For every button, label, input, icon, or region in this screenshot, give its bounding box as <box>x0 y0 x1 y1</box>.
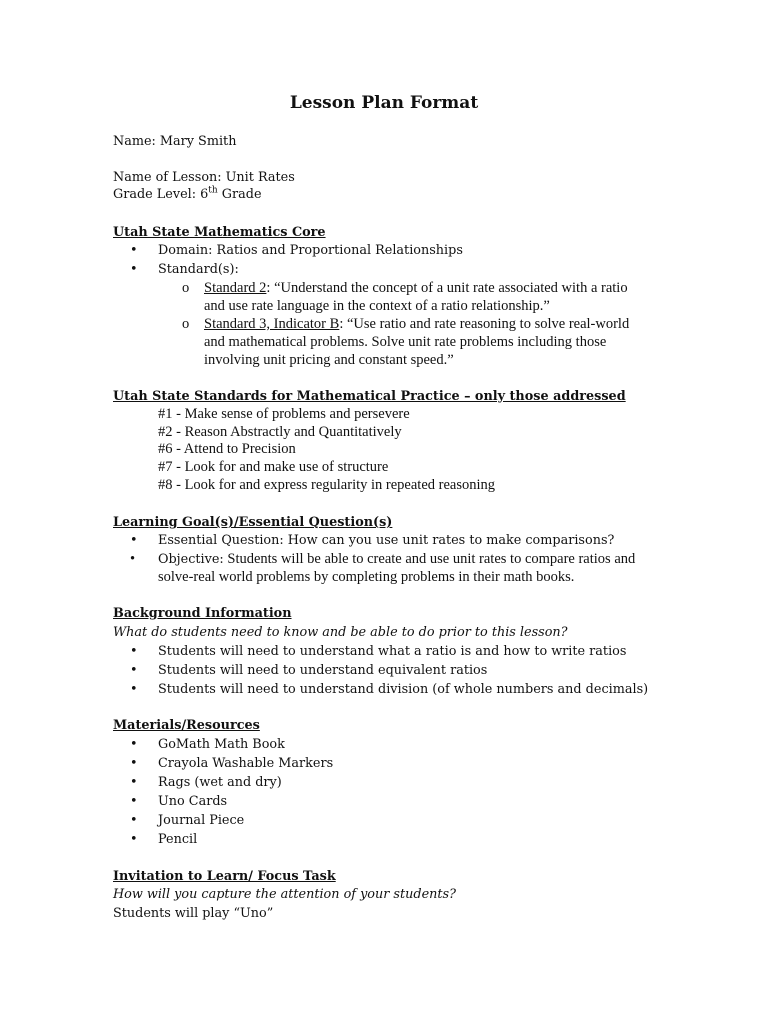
practice-item: #2 - Reason Abstractly and Quantitatively <box>158 424 402 440</box>
page-title: Lesson Plan Format <box>289 93 479 113</box>
std3-line: and mathematical problems. Solve unit rate problems including those <box>204 334 607 350</box>
item-text: Rags (wet and dry) <box>158 775 282 790</box>
item-text: Journal Piece <box>158 813 245 828</box>
std3-label: Standard 3, Indicator B <box>204 316 340 332</box>
lesson-name: Name of Lesson: Unit Rates <box>113 170 295 185</box>
item-text: Crayola Washable Markers <box>158 756 334 771</box>
item-text: Students will need to understand division (of whole numbers and decimals) <box>158 682 649 697</box>
grade-prefix: Grade Level: 6 <box>113 187 209 202</box>
bullet-icon: • <box>130 756 138 771</box>
practice-heading: Utah State Standards for Mathematical Practice – only those addressed <box>113 389 626 404</box>
objective-line: Students will be able to create and use unit rates to compare ratios and <box>223 551 636 567</box>
invitation-answer: Students will play “Uno” <box>113 906 274 921</box>
bullet-icon: • <box>130 737 138 752</box>
circle-bullet-icon: o <box>182 316 190 332</box>
item-text: GoMath Math Book <box>158 737 285 752</box>
item-text: Students will need to understand what a ratio is and how to write ratios <box>158 644 627 659</box>
circle-bullet-icon: o <box>182 280 190 296</box>
item-text: Students will need to understand equivalent ratios <box>158 663 488 678</box>
core-heading: Utah State Mathematics Core <box>113 225 326 240</box>
invitation-prompt: How will you capture the attention of your students? <box>113 887 456 902</box>
bullet-icon: • <box>130 813 138 828</box>
std2-label: Standard 2 <box>204 280 267 296</box>
bullet-icon: • <box>130 551 136 567</box>
invitation-heading: Invitation to Learn/ Focus Task <box>113 869 336 884</box>
goals-heading: Learning Goal(s)/Essential Question(s) <box>113 515 393 530</box>
bullet-icon: • <box>130 663 138 678</box>
std3-line: involving unit pricing and constant speed.” <box>204 352 454 368</box>
objective-label: Objective: <box>158 552 224 567</box>
bullet-icon: • <box>130 533 138 548</box>
domain-text: Domain: Ratios and Proportional Relationships <box>158 243 463 258</box>
std3-line: : “Use ratio and rate reasoning to solve real-world <box>339 316 630 332</box>
materials-heading: Materials/Resources <box>113 718 260 733</box>
bullet-icon: • <box>130 644 138 659</box>
grade-level <box>113 186 262 204</box>
standards-label: Standard(s): <box>158 262 239 277</box>
background-prompt: What do students need to know and be able to do prior to this lesson? <box>113 625 568 640</box>
essential-question: Essential Question: How can you use unit rates to make comparisons? <box>158 533 615 548</box>
bullet-icon: • <box>130 794 138 809</box>
practice-item: #6 - Attend to Precision <box>158 441 296 457</box>
objective-line: solve-real world problems by completing problems in their math books. <box>158 569 575 585</box>
bullet-icon: • <box>130 775 138 790</box>
bullet-icon: • <box>130 682 138 697</box>
item-text: Pencil <box>158 832 198 847</box>
grade-suffix: Grade <box>217 187 262 202</box>
std2-line: : “Understand the concept of a unit rate associated with a ratio <box>266 280 628 296</box>
bullet-icon: • <box>130 262 138 277</box>
teacher-name: Name: Mary Smith <box>113 134 237 149</box>
practice-item: #7 - Look for and make use of structure <box>158 459 389 475</box>
background-heading: Background Information <box>113 606 292 621</box>
grade-sup: th <box>208 185 218 196</box>
practice-item: #1 - Make sense of problems and persevere <box>158 406 410 422</box>
practice-item: #8 - Look for and express regularity in repeated reasoning <box>158 477 496 493</box>
bullet-icon: • <box>130 832 138 847</box>
bullet-icon: • <box>130 243 138 258</box>
item-text: Uno Cards <box>158 794 228 809</box>
std2-line: and use rate language in the context of a ratio relationship.” <box>204 298 550 314</box>
